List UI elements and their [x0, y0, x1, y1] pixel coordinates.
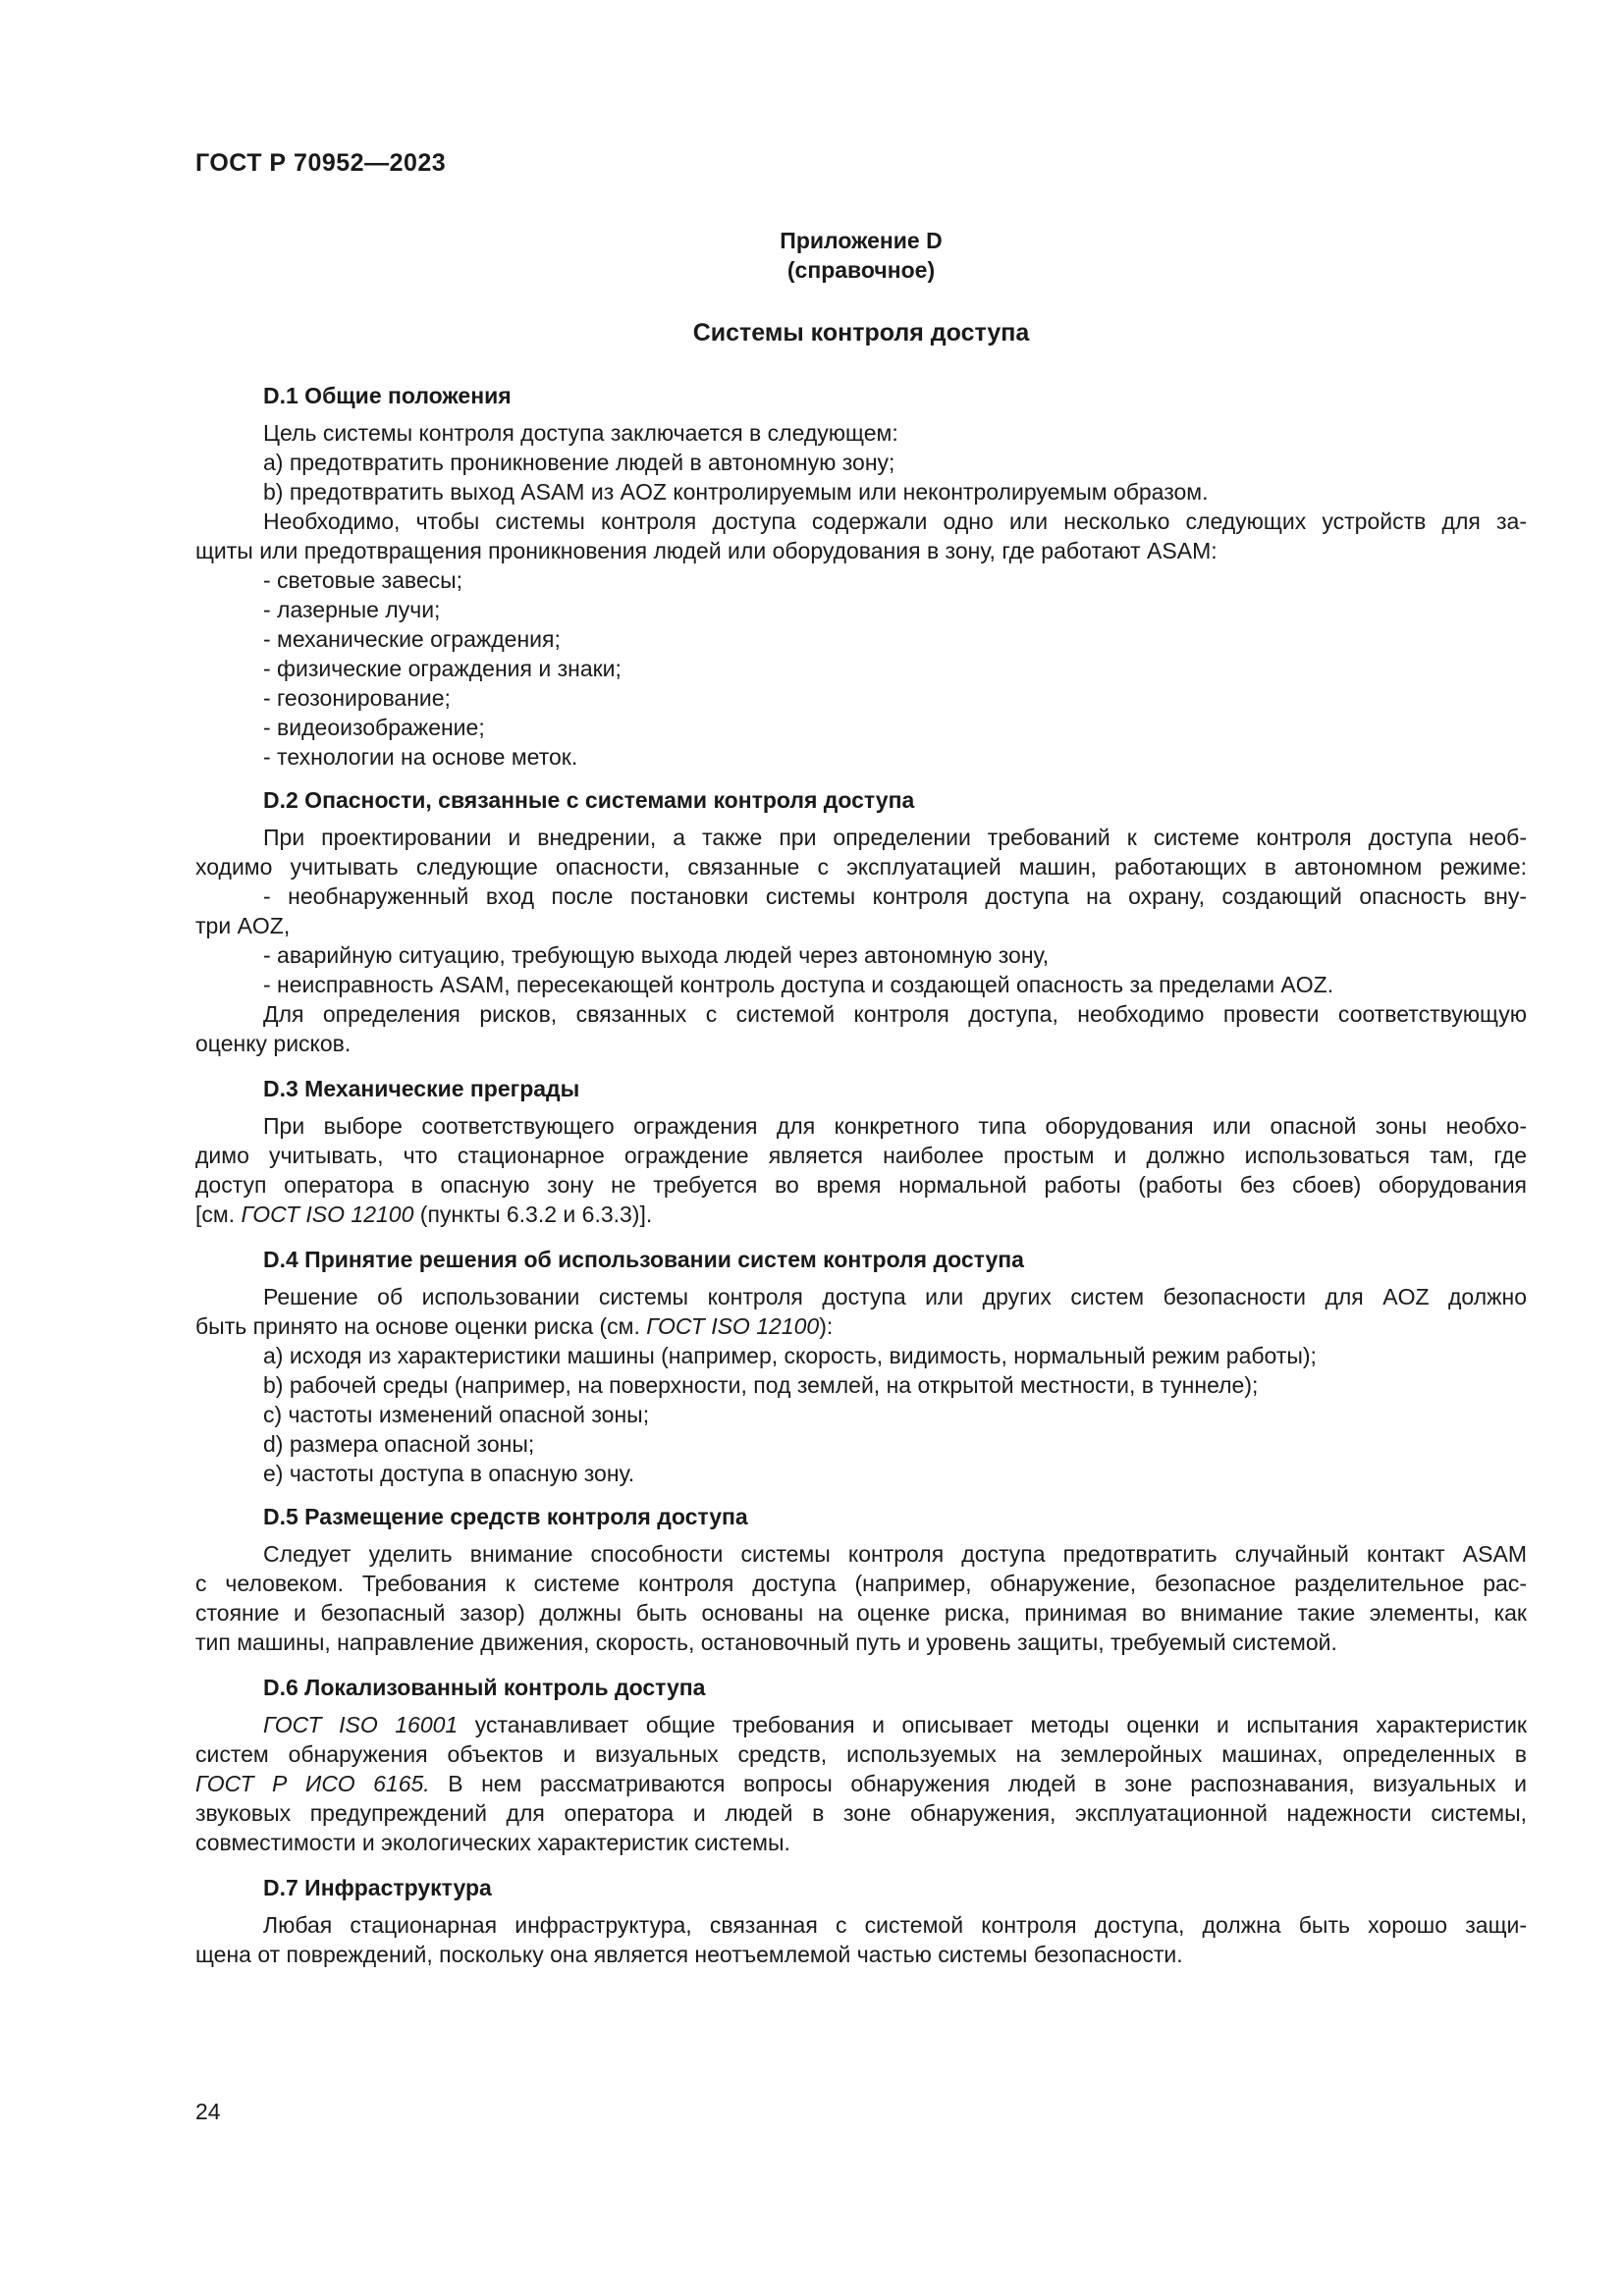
- section-heading-d2: D.2 Опасности, связанные с системами контроля доступа: [263, 787, 915, 813]
- section-heading-d3: D.3 Механические преграды: [263, 1076, 580, 1101]
- list-item: - лазерные лучи;: [263, 597, 441, 622]
- paragraph-line: Цель системы контроля доступа заключается в следующем:: [263, 420, 898, 446]
- paragraph-line: три AOZ,: [195, 913, 291, 938]
- appendix-kind: (справочное): [786, 257, 936, 283]
- paragraph-line: систем обнаружения объектов и визуальных средств, используемых на землеройных машинах, определенных в: [195, 1741, 1527, 1767]
- section-heading-d1: D.1 Общие положения: [263, 383, 512, 408]
- paragraph-line: ходимо учитывать следующие опасности, связанные с эксплуатацией машин, работающих в автономном режиме:: [195, 854, 1527, 880]
- list-item: - видеоизображение;: [263, 715, 485, 740]
- paragraph-line: димо учитывать, что стационарное ограждение является наиболее простым и должно использоваться там, где: [195, 1143, 1527, 1168]
- text-fragment: В нем рассматриваются вопросы обнаружения людей в зоне распознавания, визуальных и: [429, 1771, 1527, 1796]
- list-item: - физические ограждения и знаки;: [263, 656, 622, 681]
- standard-reference: ГОСТ ISO 16001: [263, 1712, 459, 1737]
- list-item: - технологии на основе меток.: [263, 744, 578, 770]
- list-item: b) рабочей среды (например, на поверхности, под землей, на открытой местности, в туннеле);: [263, 1372, 1259, 1398]
- appendix-title: Системы контроля доступа: [692, 319, 1030, 347]
- paragraph-line: - аварийную ситуацию, требующую выхода людей через автономную зону,: [263, 942, 1050, 968]
- list-item: e) частоты доступа в опасную зону.: [263, 1461, 635, 1486]
- text-fragment: быть принято на основе оценки риска (см.: [195, 1313, 647, 1339]
- text-fragment: устанавливает общие требования и описывает методы оценки и испытания характеристик: [458, 1712, 1527, 1737]
- paragraph-line: щена от повреждений, поскольку она является неотъемлемой частью системы безопасности.: [195, 1942, 1183, 1967]
- paragraph-line: [195, 1311, 1527, 1341]
- paragraph-line: - неисправность ASAM, пересекающей контроль доступа и создающей опасность за пределами AOZ.: [263, 972, 1334, 997]
- paragraph-line: При выборе соответствующего ограждения для конкретного типа оборудования или опасной зоны необхо-: [263, 1113, 1527, 1139]
- paragraph-line: [263, 1710, 1527, 1739]
- paragraph-line: a) предотвратить проникновение людей в автономную зону;: [263, 450, 895, 475]
- section-heading-d4: D.4 Принятие решения об использовании систем контроля доступа: [263, 1247, 1024, 1272]
- section-heading-d5: D.5 Размещение средств контроля доступа: [263, 1504, 748, 1529]
- list-item: - световые завесы;: [263, 567, 463, 593]
- paragraph-line: оценку рисков.: [195, 1031, 352, 1056]
- list-item: a) исходя из характеристики машины (например, скорость, видимость, нормальный режим работы);: [263, 1343, 1317, 1368]
- standard-reference: ГОСТ ISO 12100: [241, 1201, 414, 1227]
- text-fragment: [см.: [195, 1201, 242, 1227]
- paragraph-line: [195, 1200, 1527, 1229]
- paragraph-line: доступ оператора в опасную зону не требуется во время нормальной работы (работы без сбоев) оборудования: [195, 1172, 1527, 1198]
- paragraph-line: щиты или предотвращения проникновения людей или оборудования в зону, где работают ASAM:: [195, 538, 1218, 563]
- paragraph-line: При проектировании и внедрении, а также при определении требований к системе контроля доступа необ-: [263, 825, 1527, 850]
- list-item: - геозонирование;: [263, 685, 451, 711]
- text-fragment: ):: [819, 1313, 834, 1339]
- paragraph-line: Любая стационарная инфраструктура, связанная с системой контроля доступа, должна быть хорошо защи-: [263, 1912, 1527, 1938]
- document-code: ГОСТ Р 70952—2023: [195, 149, 447, 177]
- paragraph-line: [195, 1769, 1527, 1798]
- text-fragment: (пункты 6.3.2 и 6.3.3)].: [413, 1201, 653, 1227]
- paragraph-line: Необходимо, чтобы системы контроля доступа содержали одно или несколько следующих устройств для за-: [263, 508, 1527, 534]
- paragraph-line: Следует уделить внимание способности системы контроля доступа предотвратить случайный контакт ASAM: [263, 1541, 1527, 1567]
- paragraph-line: - необнаруженный вход после постановки системы контроля доступа на охрану, создающий опасность вну-: [263, 883, 1527, 909]
- standard-reference: ГОСТ Р ИСО 6165.: [195, 1771, 430, 1796]
- list-item: - механические ограждения;: [263, 626, 561, 652]
- paragraph-line: звуковых предупреждений для оператора и людей в зоне обнаружения, эксплуатационной надежности системы,: [195, 1800, 1527, 1826]
- section-heading-d7: D.7 Инфраструктура: [263, 1875, 492, 1900]
- paragraph-line: Решение об использовании системы контроля доступа или других систем безопасности для AOZ должно: [263, 1284, 1527, 1309]
- section-heading-d6: D.6 Локализованный контроль доступа: [263, 1675, 706, 1700]
- paragraph-line: совместимости и экологических характеристик системы.: [195, 1830, 790, 1855]
- standard-reference: ГОСТ ISO 12100: [646, 1313, 820, 1339]
- list-item: c) частоты изменений опасной зоны;: [263, 1402, 650, 1427]
- page-number: 24: [195, 2099, 221, 2124]
- paragraph-line: Для определения рисков, связанных с системой контроля доступа, необходимо провести соответствующую: [263, 1001, 1527, 1027]
- list-item: d) размера опасной зоны;: [263, 1431, 535, 1457]
- paragraph-line: b) предотвратить выход ASAM из AOZ контролируемым или неконтролируемым образом.: [263, 479, 1209, 505]
- paragraph-line: стояние и безопасный зазор) должны быть основаны на оценке риска, принимая во внимание такие элементы, как: [195, 1600, 1527, 1626]
- paragraph-line: тип машины, направление движения, скорость, остановочный путь и уровень защиты, требуемый системой.: [195, 1629, 1337, 1655]
- paragraph-line: с человеком. Требования к системе контроля доступа (например, обнаружение, безопасное разделительное рас-: [195, 1571, 1527, 1596]
- appendix-label: Приложение D: [780, 228, 943, 253]
